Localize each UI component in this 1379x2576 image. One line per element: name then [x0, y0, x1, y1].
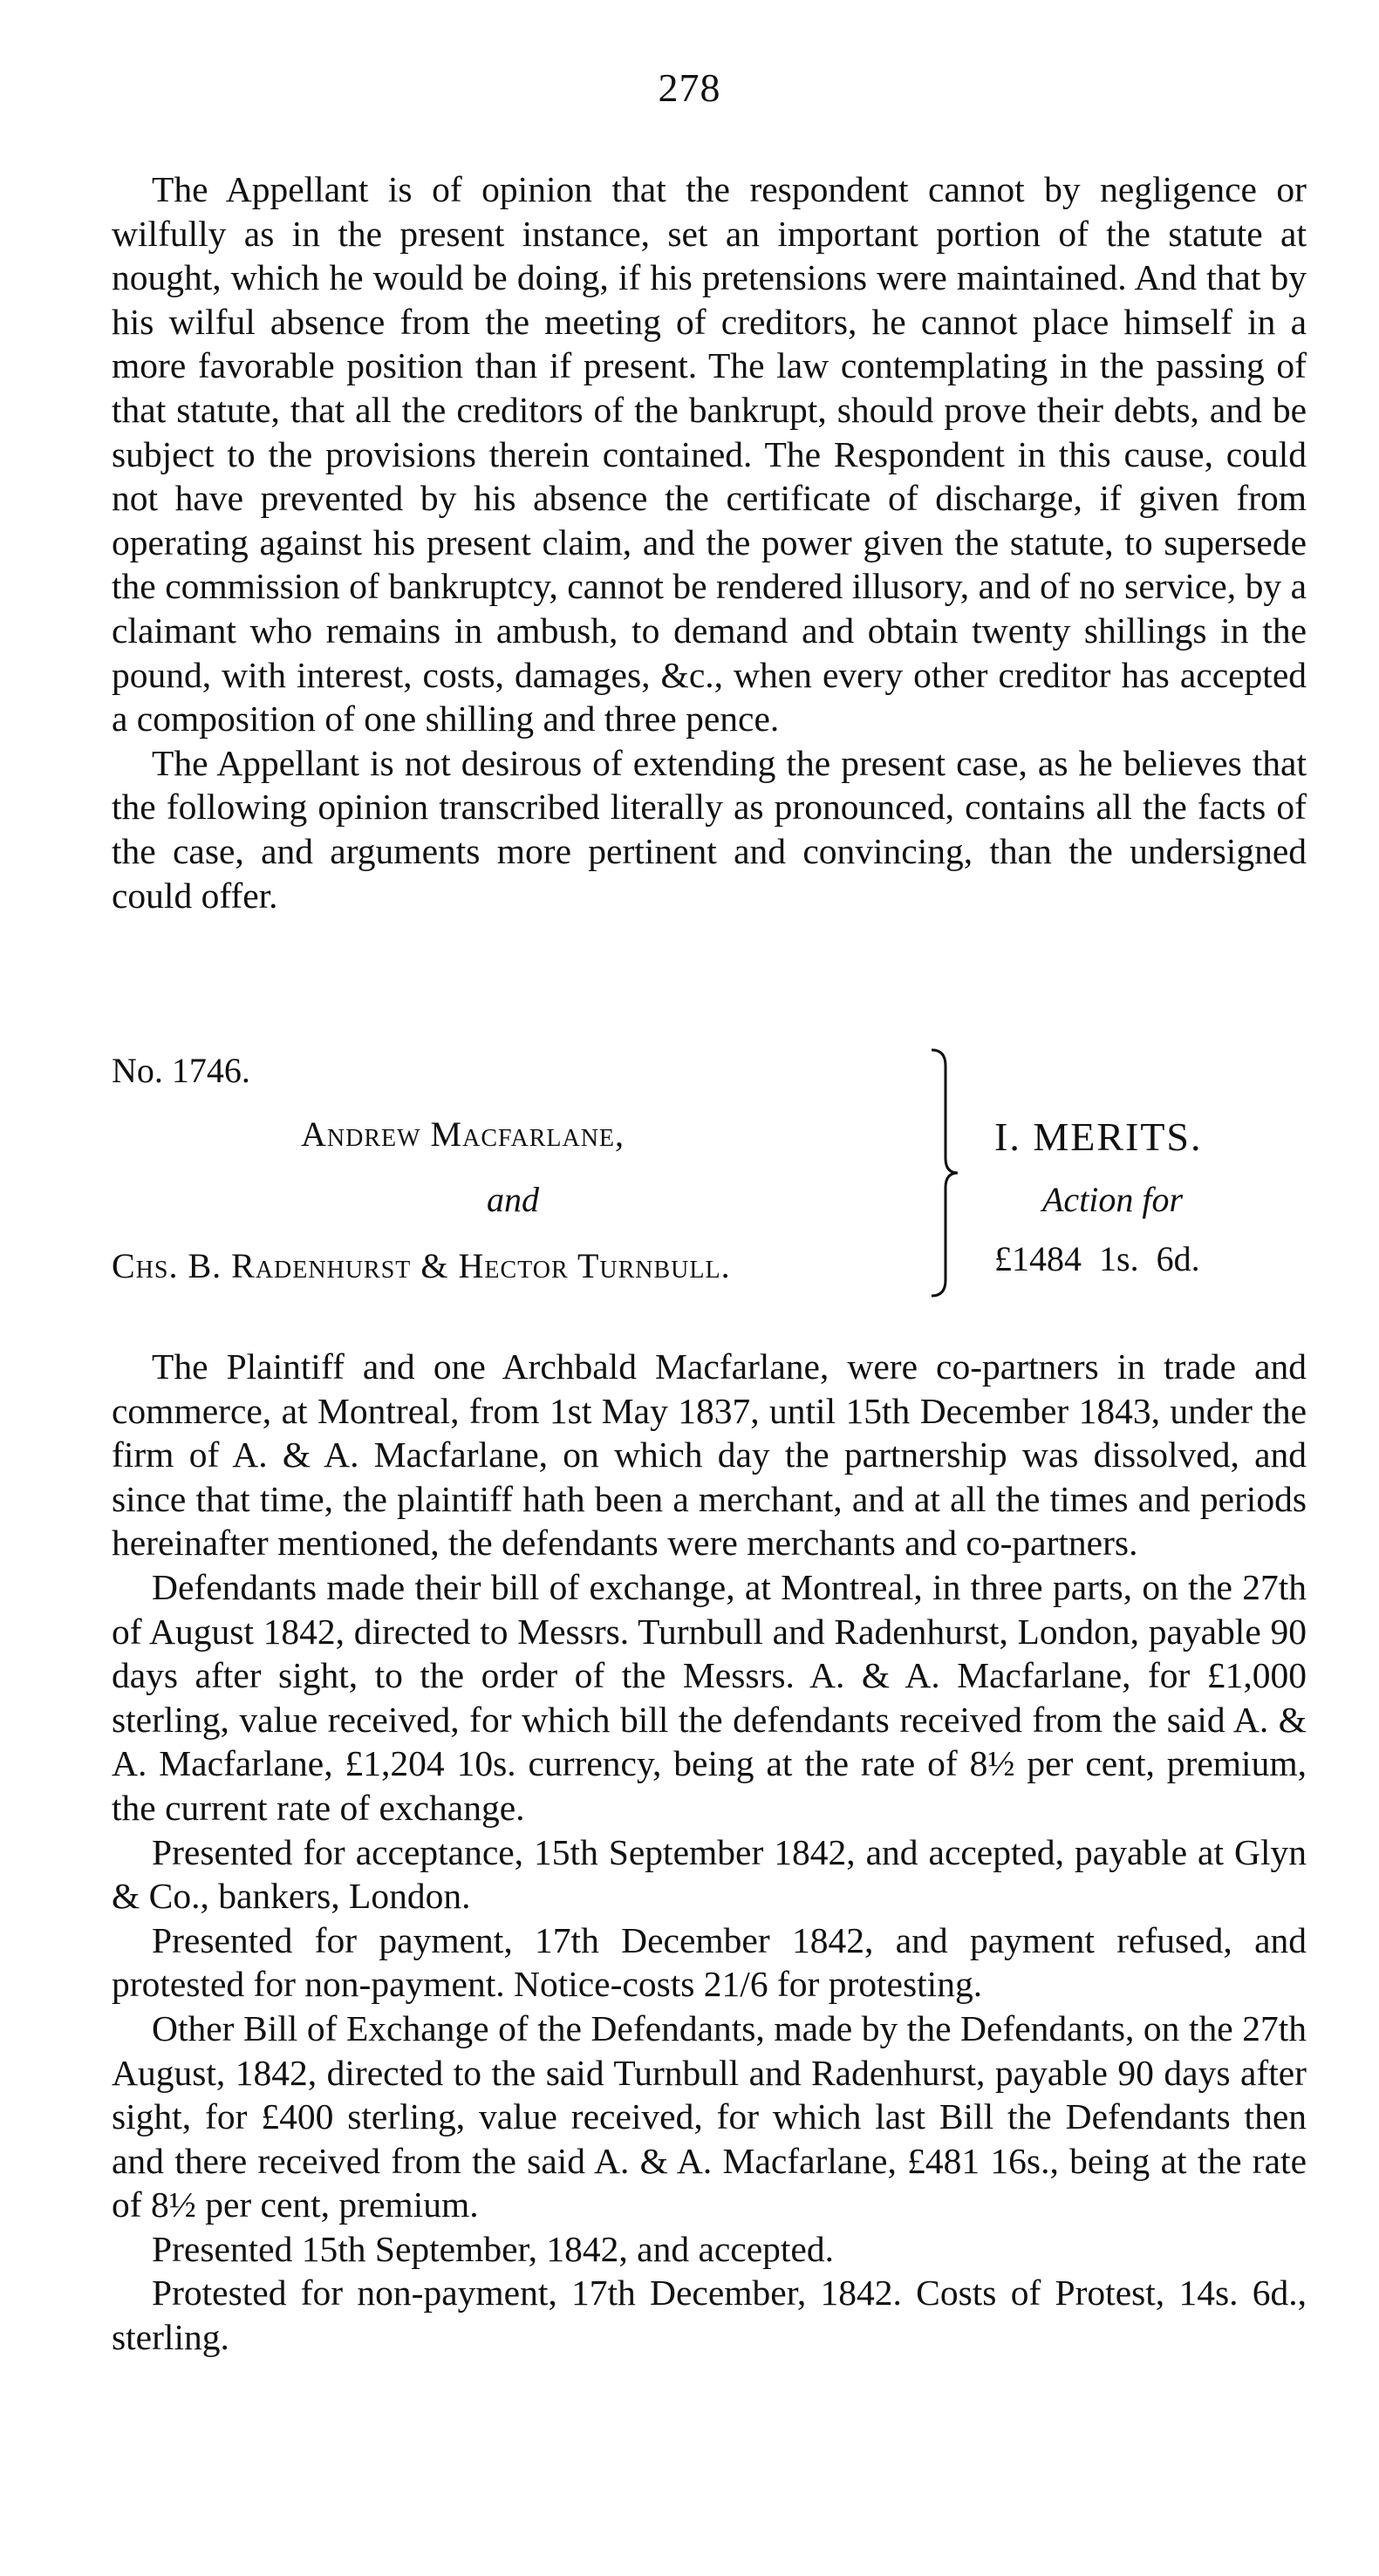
body-paragraph: Presented for payment, 17th December 1842, and payment refused, and protested for non-payment. Notice-costs 21/6 for protesting.	[112, 1919, 1307, 2005]
intro-paragraph: The Appellant is not desirous of extending the present case, as he believes that the following opinion transcribed literally as pronounced, contains all the facts of the case, and arguments more pertinent and convincing, than the undersigned could offer.	[112, 742, 1307, 916]
plaintiff-name: Andrew Macfarlane,	[301, 1114, 625, 1154]
curly-brace-icon	[926, 1046, 961, 1299]
intro-paragraph: The Appellant is of opinion that the respondent cannot by negligence or wilfully as in the present instance, set an important portion of the statute at nought, which he would be doing, if his pretensions were maintained. And that by his wilful absence from the meeting of creditors, he cannot place himself in a more favorable position than if present. The law contemplating in the passing of that statute, that all the creditors of the bankrupt, should prove their debts, and be subject to the provisions therein contained. The Respondent in this cause, could not have prevented by his absence the certificate of discharge, if given from operating against his present claim, and the power given the statute, to supersede the commission of bankruptcy, cannot be rendered illusory, and of no service, by a claimant who remains in ambush, to demand and obtain twenty shillings in the pound, with interest, costs, damages, &c., when every other creditor has accepted a composition of one shilling and three pence.	[112, 169, 1307, 739]
body-paragraph: Defendants made their bill of exchange, at Montreal, in three parts, on the 27th of August 1842, directed to Messrs. Turnbull and Radenhurst, London, payable 90 days after sight, to the order of the Messrs. A. & A. Macfarlane, for £1,000 sterling, value received, for which bill the defendants received from the said A. & A. Macfarlane, £1,204 10s. currency, being at the rate of 8½ per cent, premium, the current rate of exchange.	[112, 1566, 1307, 1828]
action-label: Action for	[1042, 1180, 1184, 1219]
page-number: 278	[658, 65, 721, 110]
body-paragraph: Presented 15th September, 1842, and accepted.	[152, 2228, 834, 2269]
case-number: No. 1746.	[112, 1051, 250, 1090]
body-paragraph: Presented for acceptance, 15th September 1842, and accepted, payable at Glyn & Co., bankers, London.	[112, 1831, 1307, 1917]
body-paragraph: Other Bill of Exchange of the Defendants, made by the Defendants, on the 27th August, 1842, directed to the said Turnbull and Radenhurst, payable 90 days after sight, for £400 sterling, value received, for which last Bill the Defendants then and there received from the said A. & A. Macfarlane, £481 16s., being at the rate of 8½ per cent, premium.	[112, 2007, 1307, 2225]
body-paragraph: The Plaintiff and one Archbald Macfarlane, were co-partners in trade and commerce, at Montreal, from 1st May 1837, until 15th December 1843, under the firm of A. & A. Macfarlane, on which day the partnership was dissolved, and since that time, the plaintiff hath been a merchant, and at all the times and periods hereinafter mentioned, the defendants were merchants and co-partners.	[112, 1346, 1307, 1564]
defendant-names: Chs. B. Radenhurst & Hector Turnbull.	[112, 1246, 731, 1285]
opinion-text	[112, 1345, 1307, 2360]
claim-amount: £1484 1s. 6d.	[994, 1239, 1200, 1278]
body-paragraph: Protested for non-payment, 17th December, 1842. Costs of Protest, 14s. 6d., sterling.	[112, 2273, 1307, 2358]
caption-conjunction: and	[487, 1180, 539, 1219]
merits-heading: I. MERITS.	[994, 1114, 1203, 1159]
